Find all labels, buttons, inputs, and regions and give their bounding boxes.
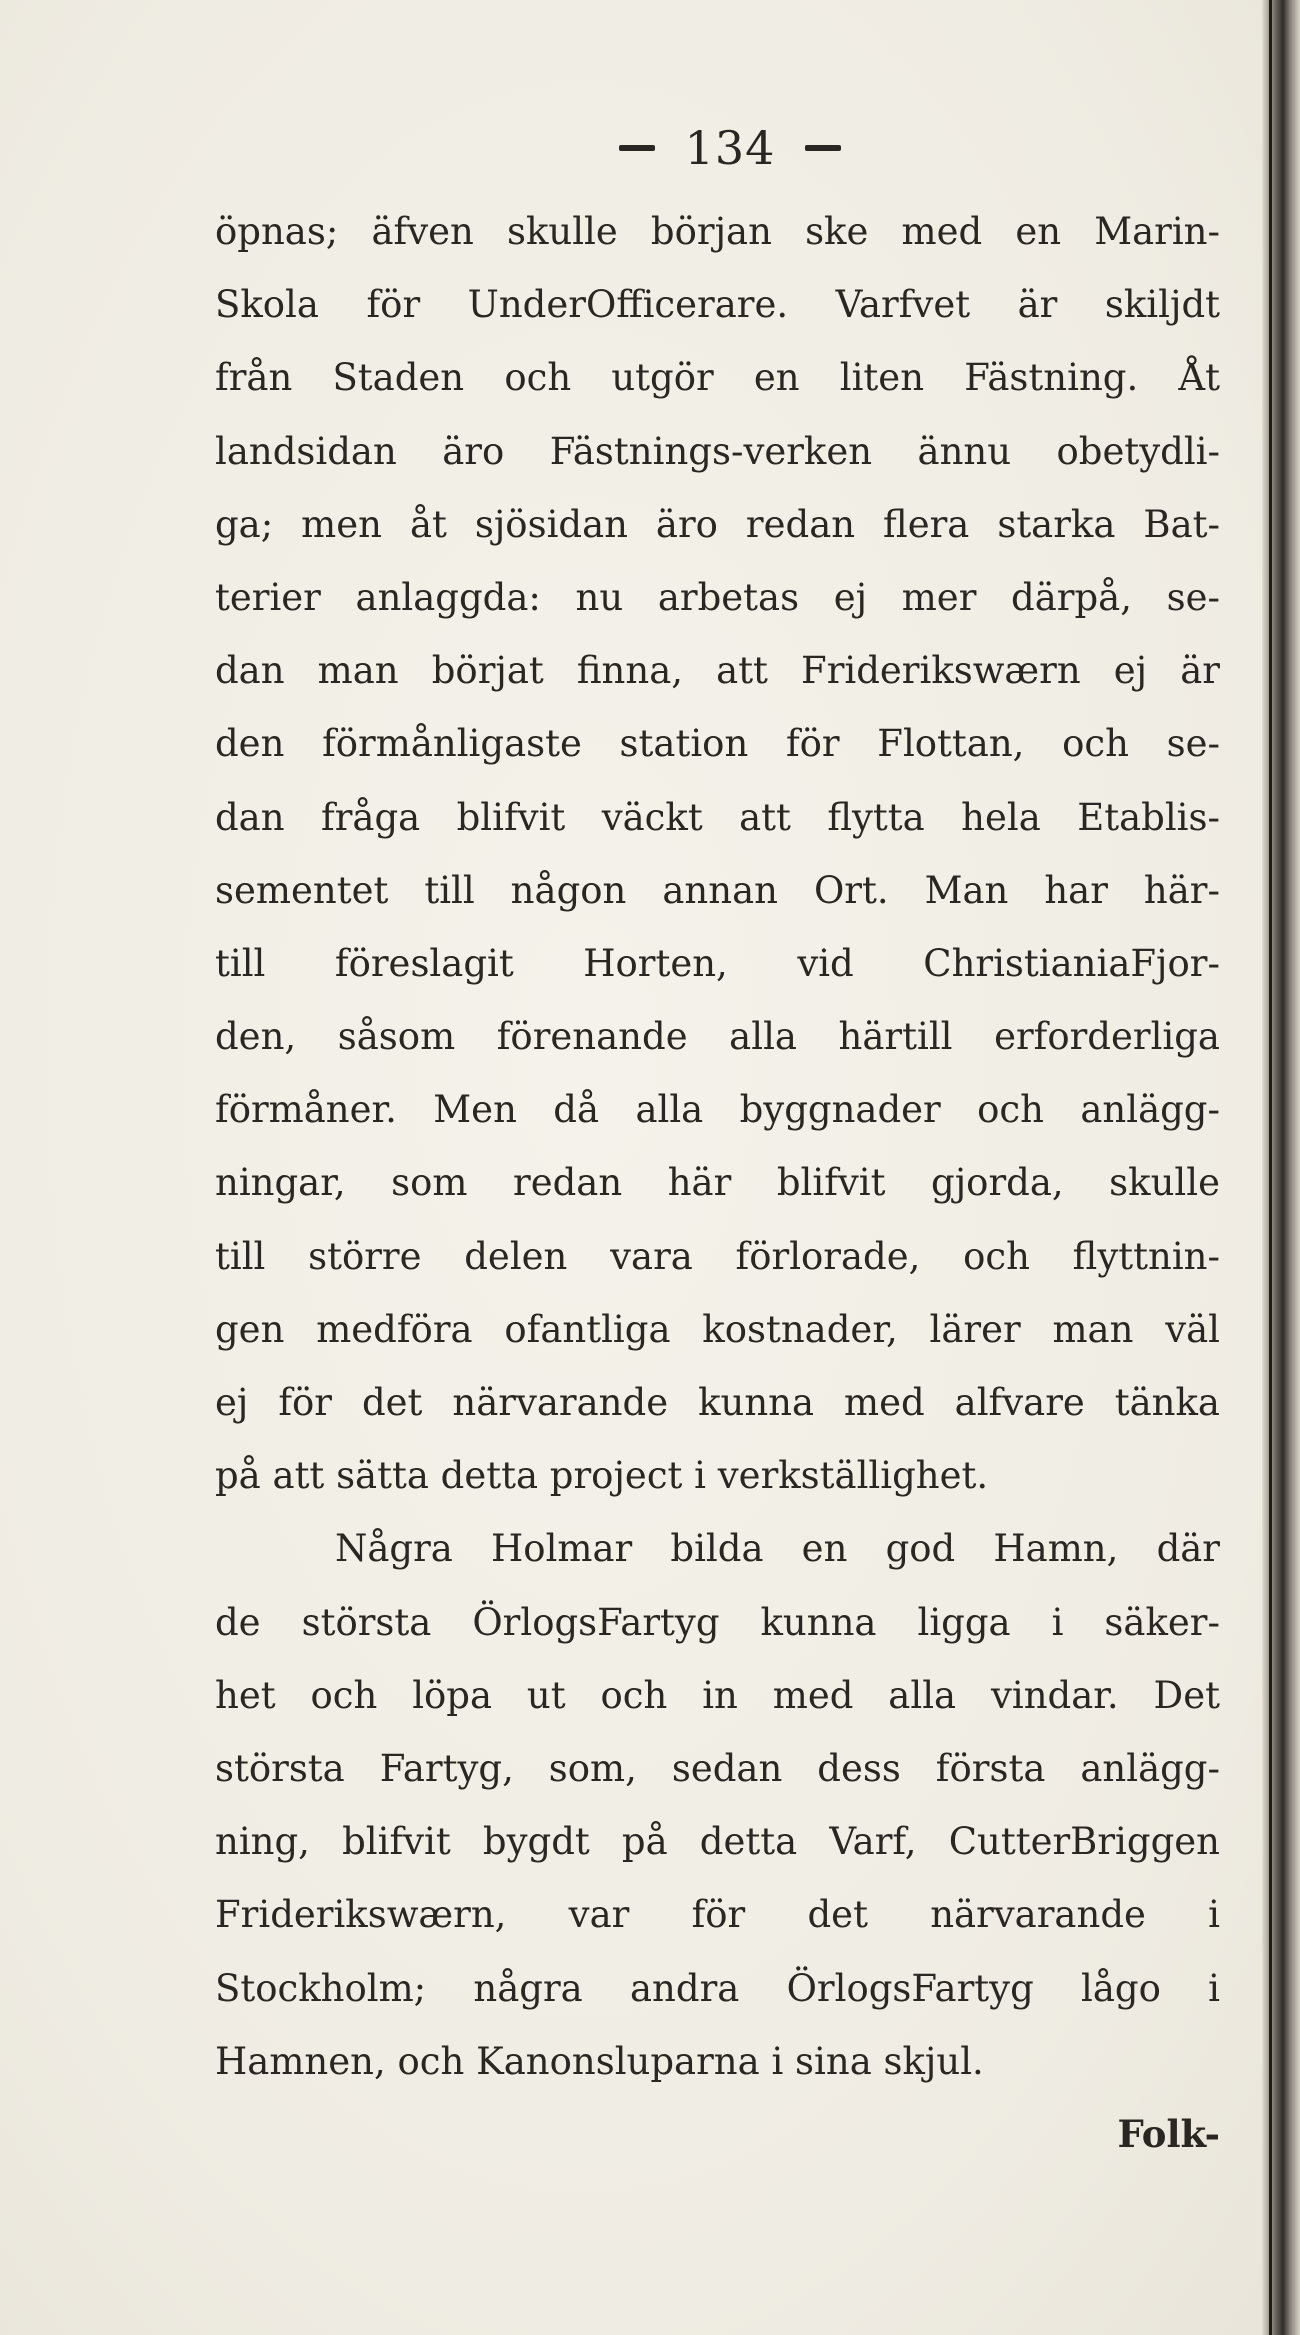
text-line: dan fråga blifvit väckt att flytta hela Etablis- bbox=[215, 795, 1220, 839]
text-line: Skola för UnderOfficerare. Varfvet är skiljdt bbox=[215, 283, 1220, 327]
header-dash-left bbox=[619, 145, 655, 151]
text-line: ningar, som redan här blifvit gjorda, skulle bbox=[215, 1161, 1220, 1205]
text-line: från Staden och utgör en liten Fästning. Åt bbox=[215, 356, 1220, 400]
header-dash-right bbox=[805, 145, 841, 151]
text-line: till föreslagit Horten, vid ChristianiaFjor- bbox=[215, 941, 1220, 985]
text-line: de största ÖrlogsFartyg kunna ligga i säker- bbox=[215, 1600, 1220, 1644]
page-edge-line bbox=[1269, 0, 1272, 2335]
text-line: ning, blifvit bygdt på detta Varf, CutterBriggen bbox=[215, 1820, 1220, 1864]
text-line: Stockholm; några andra ÖrlogsFartyg lågo i bbox=[215, 1966, 1220, 2010]
page-gutter-shadow bbox=[1262, 0, 1300, 2335]
text-line: till större delen vara förlorade, och flyttnin- bbox=[215, 1234, 1220, 1278]
text-line: den, såsom förenande alla härtill erforderliga bbox=[215, 1015, 1220, 1059]
page-header bbox=[520, 118, 940, 178]
body-text bbox=[215, 195, 1220, 2171]
text-line: gen medföra ofantliga kostnader, lärer man väl bbox=[215, 1307, 1220, 1351]
catchword: Folk- bbox=[1117, 2111, 1220, 2156]
page-number: 134 bbox=[684, 121, 776, 175]
text-line: dan man börjat finna, att Friderikswærn ej är bbox=[215, 649, 1220, 693]
text-line: förmåner. Men då alla byggnader och anlägg- bbox=[215, 1088, 1220, 1132]
text-line: största Fartyg, som, sedan dess första anlägg- bbox=[215, 1746, 1220, 1790]
text-line: terier anlaggda: nu arbetas ej mer därpå, se- bbox=[215, 575, 1220, 619]
text-line: sementet till någon annan Ort. Man har här- bbox=[215, 868, 1220, 912]
text-line: på att sätta detta project i verkställighet. bbox=[215, 1454, 989, 1498]
text-line: den förmånligaste station för Flottan, och se- bbox=[215, 722, 1220, 766]
text-line: het och löpa ut och in med alla vindar. Det bbox=[215, 1673, 1220, 1717]
text-line: ga; men åt sjösidan äro redan flera starka Bat- bbox=[215, 502, 1220, 546]
text-line: Några Holmar bilda en god Hamn, där bbox=[335, 1527, 1220, 1571]
text-line: landsidan äro Fästnings-verken ännu obetydli- bbox=[215, 429, 1220, 473]
text-line: öpnas; äfven skulle början ske med en Marin- bbox=[215, 210, 1220, 253]
text-line: Hamnen, och Kanonsluparna i sina skjul. bbox=[215, 2039, 984, 2083]
text-line: ej för det närvarande kunna med alfvare tänka bbox=[215, 1381, 1220, 1424]
text-line: Friderikswærn, var för det närvarande i bbox=[215, 1893, 1220, 1937]
